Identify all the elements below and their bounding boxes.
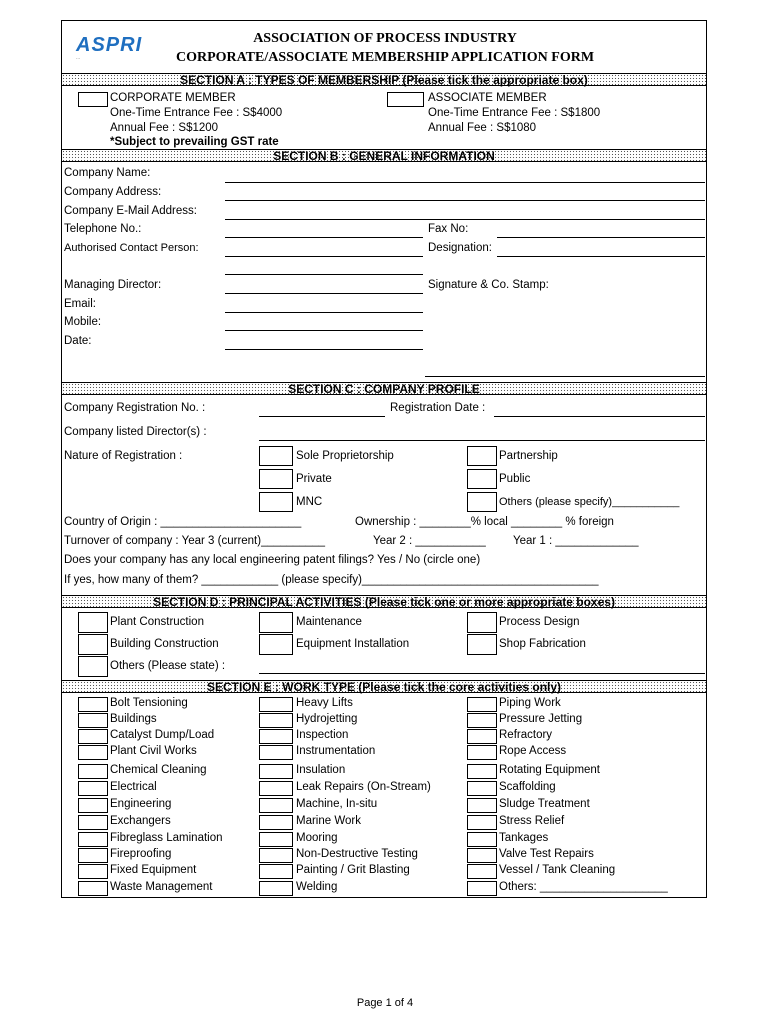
company-email-field[interactable] [225, 219, 705, 220]
work-type-fireproofing-checkbox[interactable] [78, 848, 108, 863]
others-registration-checkbox[interactable] [467, 492, 497, 512]
work-type-chemical-cleaning-label: Chemical Cleaning [110, 764, 207, 776]
designation-field[interactable] [497, 256, 705, 257]
work-type-painting-grit-blasting-label: Painting / Grit Blasting [296, 864, 410, 876]
work-type-waste-management-label: Waste Management [110, 881, 213, 893]
turnover-year1[interactable]: Year 1 : _____________ [513, 535, 639, 547]
work-type-instrumentation-label: Instrumentation [296, 745, 376, 757]
work-type-fixed-equipment-label: Fixed Equipment [110, 864, 197, 876]
work-type-buildings-label: Buildings [110, 713, 157, 725]
work-type-fibreglass-lamination-label: Fibreglass Lamination [110, 832, 223, 844]
section-e-header: SECTION E : WORK TYPE (Please tick the core activities only) [62, 680, 706, 693]
work-type-catalyst-dump-load-label: Catalyst Dump/Load [110, 729, 215, 741]
associate-annual-fee: Annual Fee : S$1080 [428, 122, 537, 134]
country-of-origin[interactable]: Country of Origin : ______________________ [64, 516, 302, 528]
work-type-piping-work-checkbox[interactable] [467, 697, 497, 712]
sole-proprietorship-label: Sole Proprietorship [296, 450, 394, 462]
work-type-marine-work-label: Marine Work [296, 815, 361, 827]
work-type-stress-relief-checkbox[interactable] [467, 815, 497, 830]
company-name-field[interactable] [225, 182, 705, 183]
logo-tagline: ... [76, 55, 81, 61]
page-number: Page 1 of 4 [356, 997, 414, 1009]
contact-person-field-2[interactable] [225, 274, 423, 275]
partnership-label: Partnership [499, 450, 558, 462]
associate-member-label: ASSOCIATE MEMBER [428, 92, 547, 104]
company-name-label: Company Name: [64, 167, 151, 179]
form-title-line1: ASSOCIATION OF PROCESS INDUSTRY [253, 31, 517, 46]
work-type-tankages-checkbox[interactable] [467, 832, 497, 847]
work-type-buildings-checkbox[interactable] [78, 713, 108, 728]
work-type-others-label: Others: ____________________ [499, 881, 668, 893]
public-label: Public [499, 473, 531, 485]
designation-label: Designation: [428, 242, 492, 254]
work-type-exchangers-label: Exchangers [110, 815, 171, 827]
equipment-installation-label: Equipment Installation [296, 638, 410, 650]
process-design-label: Process Design [499, 616, 580, 628]
work-type-electrical-checkbox[interactable] [78, 781, 108, 796]
building-construction-checkbox[interactable] [78, 634, 108, 655]
work-type-refractory-checkbox[interactable] [467, 729, 497, 744]
public-checkbox[interactable] [467, 469, 497, 489]
work-type-hydrojetting-label: Hydrojetting [296, 713, 358, 725]
work-type-plant-civil-works-label: Plant Civil Works [110, 745, 197, 757]
managing-director-field[interactable] [225, 293, 423, 294]
section-b-header: SECTION B : GENERAL INFORMATION [62, 149, 706, 162]
work-type-fixed-equipment-checkbox[interactable] [78, 864, 108, 879]
aspri-logo: ASPRI [76, 34, 143, 56]
work-type-marine-work-checkbox[interactable] [259, 815, 293, 830]
telephone-field[interactable] [225, 237, 423, 238]
others-activity-field[interactable] [259, 673, 705, 674]
work-type-hydrojetting-checkbox[interactable] [259, 713, 293, 728]
work-type-heavy-lifts-checkbox[interactable] [259, 697, 293, 712]
equipment-installation-checkbox[interactable] [259, 634, 293, 655]
section-a-header: SECTION A : TYPES OF MEMBERSHIP (Please tick the appropriate box) [62, 73, 706, 86]
company-email-label: Company E-Mail Address: [64, 205, 197, 217]
work-type-welding-label: Welding [296, 881, 338, 893]
work-type-mooring-checkbox[interactable] [259, 832, 293, 847]
partnership-checkbox[interactable] [467, 446, 497, 466]
work-type-engineering-checkbox[interactable] [78, 798, 108, 813]
work-type-fibreglass-lamination-checkbox[interactable] [78, 832, 108, 847]
turnover-year2[interactable]: Year 2 : ___________ [373, 535, 486, 547]
work-type-machine-in-situ-label: Machine, In-situ [296, 798, 378, 810]
form-title-line2: CORPORATE/ASSOCIATE MEMBERSHIP APPLICATION FORM [175, 50, 595, 65]
mobile-field[interactable] [225, 330, 423, 331]
associate-entrance-fee: One-Time Entrance Fee : S$1800 [428, 107, 601, 119]
contact-person-field[interactable] [225, 256, 423, 257]
company-address-field[interactable] [225, 200, 705, 201]
work-type-welding-checkbox[interactable] [259, 881, 293, 896]
work-type-bolt-tensioning-checkbox[interactable] [78, 697, 108, 712]
fax-field[interactable] [497, 237, 705, 238]
work-type-non-destructive-testing-label: Non-Destructive Testing [296, 848, 418, 860]
corporate-member-label: CORPORATE MEMBER [110, 92, 236, 104]
work-type-machine-in-situ-checkbox[interactable] [259, 798, 293, 813]
work-type-catalyst-dump-load-checkbox[interactable] [78, 729, 108, 744]
work-type-valve-test-repairs-label: Valve Test Repairs [499, 848, 594, 860]
work-type-tankages-label: Tankages [499, 832, 549, 844]
mnc-checkbox[interactable] [259, 492, 293, 512]
work-type-insulation-checkbox[interactable] [259, 764, 293, 779]
shop-fabrication-checkbox[interactable] [467, 634, 497, 655]
work-type-vessel-tank-cleaning-checkbox[interactable] [467, 864, 497, 879]
patent-count[interactable]: If yes, how many of them? ____________ (please specify)_____________________________________ [64, 574, 599, 586]
private-label: Private [296, 473, 332, 485]
shop-fabrication-label: Shop Fabrication [499, 638, 586, 650]
maintenance-checkbox[interactable] [259, 612, 293, 633]
others-activity-label: Others (Please state) : [110, 660, 226, 672]
work-type-inspection-label: Inspection [296, 729, 349, 741]
work-type-mooring-label: Mooring [296, 832, 338, 844]
section-c-header: SECTION C : COMPANY PROFILE [62, 382, 706, 395]
nature-of-registration-label: Nature of Registration : [64, 450, 183, 462]
fax-label: Fax No: [428, 223, 469, 235]
plant-construction-label: Plant Construction [110, 616, 204, 628]
mobile-label: Mobile: [64, 316, 102, 328]
work-type-stress-relief-label: Stress Relief [499, 815, 565, 827]
work-type-sludge-treatment-label: Sludge Treatment [499, 798, 590, 810]
date-label: Date: [64, 335, 92, 347]
maintenance-label: Maintenance [296, 616, 362, 628]
work-type-plant-civil-works-checkbox[interactable] [78, 745, 108, 760]
process-design-checkbox[interactable] [467, 612, 497, 633]
managing-director-label: Managing Director: [64, 279, 162, 291]
patent-question: Does your company has any local engineering patent filings? Yes / No (circle one) [64, 554, 481, 566]
work-type-non-destructive-testing-checkbox[interactable] [259, 848, 293, 863]
work-type-fireproofing-label: Fireproofing [110, 848, 172, 860]
work-type-scaffolding-label: Scaffolding [499, 781, 556, 793]
signature-label: Signature & Co. Stamp: [428, 279, 549, 291]
work-type-electrical-label: Electrical [110, 781, 157, 793]
work-type-pressure-jetting-checkbox[interactable] [467, 713, 497, 728]
turnover-year3[interactable]: Turnover of company : Year 3 (current)__________ [64, 535, 326, 547]
signature-line[interactable] [425, 376, 705, 377]
work-type-bolt-tensioning-label: Bolt Tensioning [110, 697, 188, 709]
corporate-annual-fee: Annual Fee : S$1200 [110, 122, 219, 134]
work-type-valve-test-repairs-checkbox[interactable] [467, 848, 497, 863]
work-type-rope-access-checkbox[interactable] [467, 745, 497, 760]
corporate-entrance-fee: One-Time Entrance Fee : S$4000 [110, 107, 283, 119]
work-type-engineering-label: Engineering [110, 798, 172, 810]
registration-date-label: Registration Date : [390, 402, 486, 414]
work-type-leak-repairs-on-stream-label: Leak Repairs (On-Stream) [296, 781, 431, 793]
corporate-member-checkbox[interactable] [78, 92, 108, 107]
mnc-label: MNC [296, 496, 323, 508]
work-type-pressure-jetting-label: Pressure Jetting [499, 713, 583, 725]
ownership-field[interactable]: Ownership : ________% local ________ % foreign [355, 516, 614, 528]
work-type-leak-repairs-on-stream-checkbox[interactable] [259, 781, 293, 796]
work-type-piping-work-label: Piping Work [499, 697, 561, 709]
directors-label: Company listed Director(s) : [64, 426, 207, 438]
others-registration-label: Others (please specify)___________ [499, 496, 680, 508]
directors-field[interactable] [259, 440, 705, 441]
work-type-chemical-cleaning-checkbox[interactable] [78, 764, 108, 779]
work-type-refractory-label: Refractory [499, 729, 553, 741]
plant-construction-checkbox[interactable] [78, 612, 108, 633]
gst-note: *Subject to prevailing GST rate [110, 136, 279, 148]
work-type-insulation-label: Insulation [296, 764, 346, 776]
registration-no-label: Company Registration No. : [64, 402, 206, 414]
contact-person-label: Authorised Contact Person: [64, 242, 199, 254]
date-field[interactable] [225, 349, 423, 350]
work-type-others-checkbox[interactable] [467, 881, 497, 896]
work-type-instrumentation-checkbox[interactable] [259, 745, 293, 760]
telephone-label: Telephone No.: [64, 223, 142, 235]
work-type-waste-management-checkbox[interactable] [78, 881, 108, 896]
work-type-vessel-tank-cleaning-label: Vessel / Tank Cleaning [499, 864, 616, 876]
section-d-header: SECTION D : PRINCIPAL ACTIVITIES (Please tick one or more appropriate boxes) [62, 595, 706, 608]
registration-date-field[interactable] [494, 416, 705, 417]
private-checkbox[interactable] [259, 469, 293, 489]
work-type-inspection-checkbox[interactable] [259, 729, 293, 744]
work-type-painting-grit-blasting-checkbox[interactable] [259, 864, 293, 879]
work-type-scaffolding-checkbox[interactable] [467, 781, 497, 796]
email-field[interactable] [225, 312, 423, 313]
associate-member-checkbox[interactable] [387, 92, 424, 107]
work-type-heavy-lifts-label: Heavy Lifts [296, 697, 353, 709]
work-type-rotating-equipment-checkbox[interactable] [467, 764, 497, 779]
company-address-label: Company Address: [64, 186, 162, 198]
registration-no-field[interactable] [259, 416, 385, 417]
email-label: Email: [64, 298, 96, 310]
sole-proprietorship-checkbox[interactable] [259, 446, 293, 466]
work-type-rope-access-label: Rope Access [499, 745, 567, 757]
work-type-exchangers-checkbox[interactable] [78, 815, 108, 830]
building-construction-label: Building Construction [110, 638, 219, 650]
others-activity-checkbox[interactable] [78, 656, 108, 677]
work-type-sludge-treatment-checkbox[interactable] [467, 798, 497, 813]
work-type-rotating-equipment-label: Rotating Equipment [499, 764, 601, 776]
